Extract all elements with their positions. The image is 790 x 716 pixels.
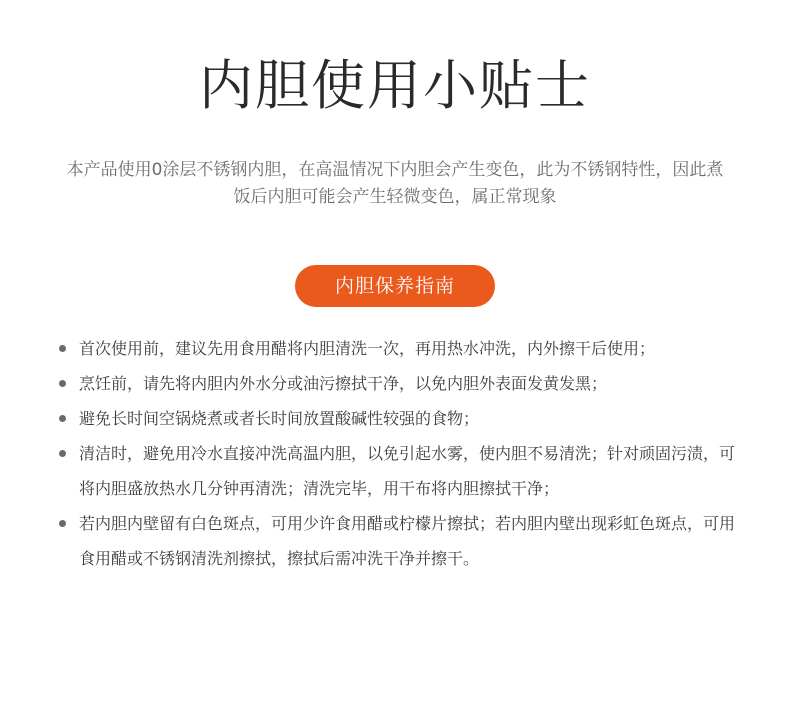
tip-item (56, 506, 736, 576)
tip-text: 清洁时，避免用冷水直接冲洗高温内胆，以免引起水雾，使内胆不易清洗；针对顽固污渍，可将内胆盛放热水几分钟再清洗；清洗完毕，用干布将内胆擦拭干净； (79, 444, 736, 498)
intro-text: 本产品使用0涂层不锈钢内胆，在高温情况下内胆会产生变色，此为不锈钢特性，因此煮饭后内胆可能会产生轻微变色，属正常现象 (66, 160, 724, 207)
tip-text: 首次使用前，建议先用食用醋将内胆清洗一次，再用热水冲洗，内外擦干后使用； (79, 339, 656, 358)
bullet-dot-icon (59, 415, 66, 422)
tip-text: 若内胆内壁留有白色斑点，可用少许食用醋或柠檬片擦拭；若内胆内壁出现彩虹色斑点，可用食用醋或不锈钢清洗剂擦拭，擦拭后需冲洗干净并擦干。 (79, 514, 736, 568)
tip-text: 避免长时间空锅烧煮或者长时间放置酸碱性较强的食物； (79, 409, 480, 428)
care-guide-badge: 内胆保养指南 (295, 265, 495, 307)
tip-item (56, 331, 736, 366)
tips-list (56, 331, 736, 576)
bullet-dot-icon (59, 450, 66, 457)
bullet-dot-icon (59, 520, 66, 527)
bullet-dot-icon (59, 345, 66, 352)
tip-item (56, 401, 736, 436)
bullet-dot-icon (59, 380, 66, 387)
page-title: 内胆使用小贴士 (199, 54, 591, 117)
tip-item (56, 366, 736, 401)
tip-item (56, 436, 736, 506)
tip-text: 烹饪前，请先将内胆内外水分或油污擦拭干净，以免内胆外表面发黄发黑； (79, 374, 608, 393)
